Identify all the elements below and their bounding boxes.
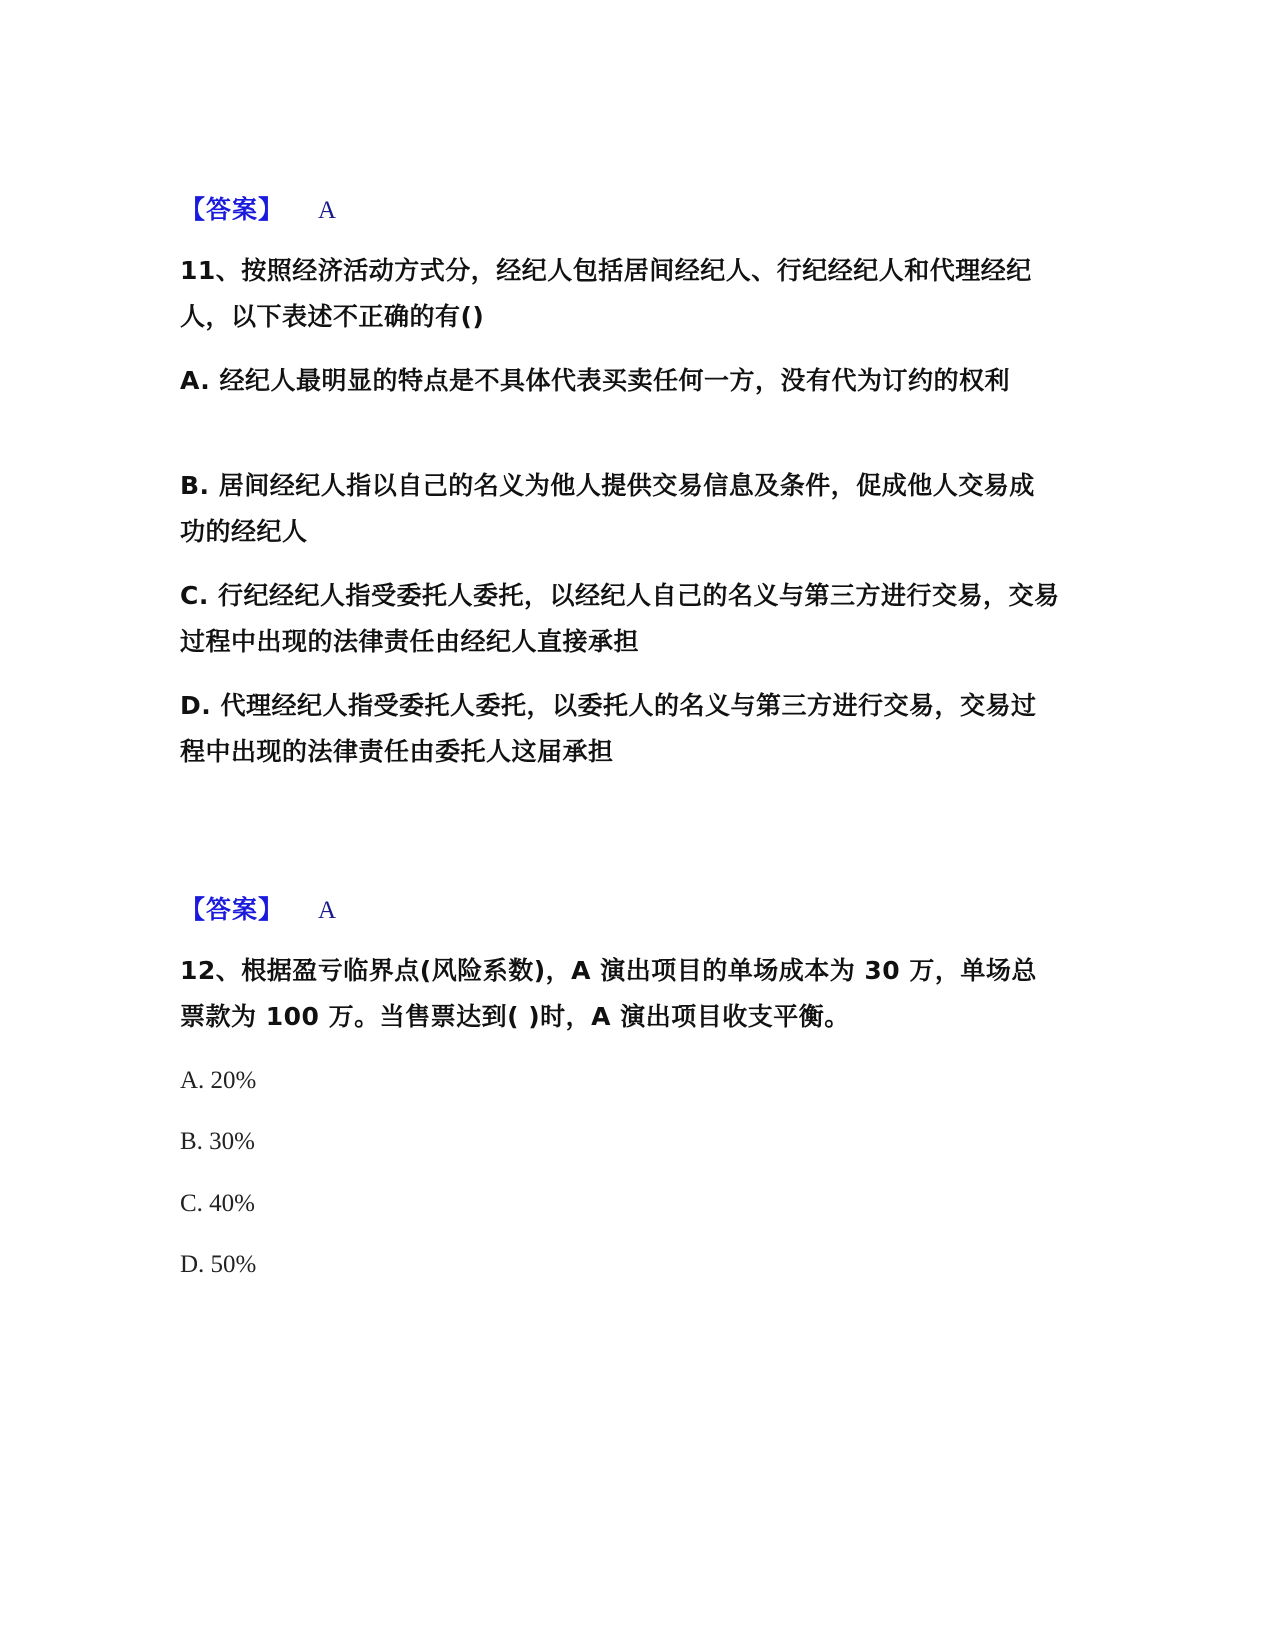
question-12-option-a: A. 20% [180, 1067, 257, 1094]
answer-value: A [318, 197, 337, 224]
answer-line-1 [180, 194, 336, 227]
question-12-option-c: C. 40% [180, 1190, 255, 1217]
question-11-text: 11、按照经济活动方式分，经纪人包括居间经纪人、行纪经纪人和代理经纪人，以下表述不正确的有() [180, 256, 1032, 331]
answer-value: A [318, 897, 337, 924]
answer-line-2 [180, 894, 336, 927]
question-12-text: 12、根据盈亏临界点(风险系数)，A 演出项目的单场成本为 30 万，单场总票款为 100 万。当售票达到( )时，A 演出项目收支平衡。 [180, 956, 1037, 1031]
question-11-option-d: D. 代理经纪人指受委托人委托，以委托人的名义与第三方进行交易，交易过程中出现的法律责任由委托人这届承担 [180, 691, 1037, 766]
question-11-option-c: C. 行纪经纪人指受委托人委托，以经纪人自己的名义与第三方进行交易，交易过程中出现的法律责任由经纪人直接承担 [180, 581, 1060, 656]
question-12-option-b: B. 30% [180, 1128, 255, 1155]
question-12-option-d: D. 50% [180, 1251, 257, 1278]
answer-label: 【答案】 [180, 195, 285, 224]
question-11-option-a: A. 经纪人最明显的特点是不具体代表买卖任何一方，没有代为订约的权利 [180, 366, 1011, 395]
answer-label: 【答案】 [180, 895, 285, 924]
question-11-option-b: B. 居间经纪人指以自己的名义为他人提供交易信息及条件，促成他人交易成功的经纪人 [180, 471, 1035, 546]
